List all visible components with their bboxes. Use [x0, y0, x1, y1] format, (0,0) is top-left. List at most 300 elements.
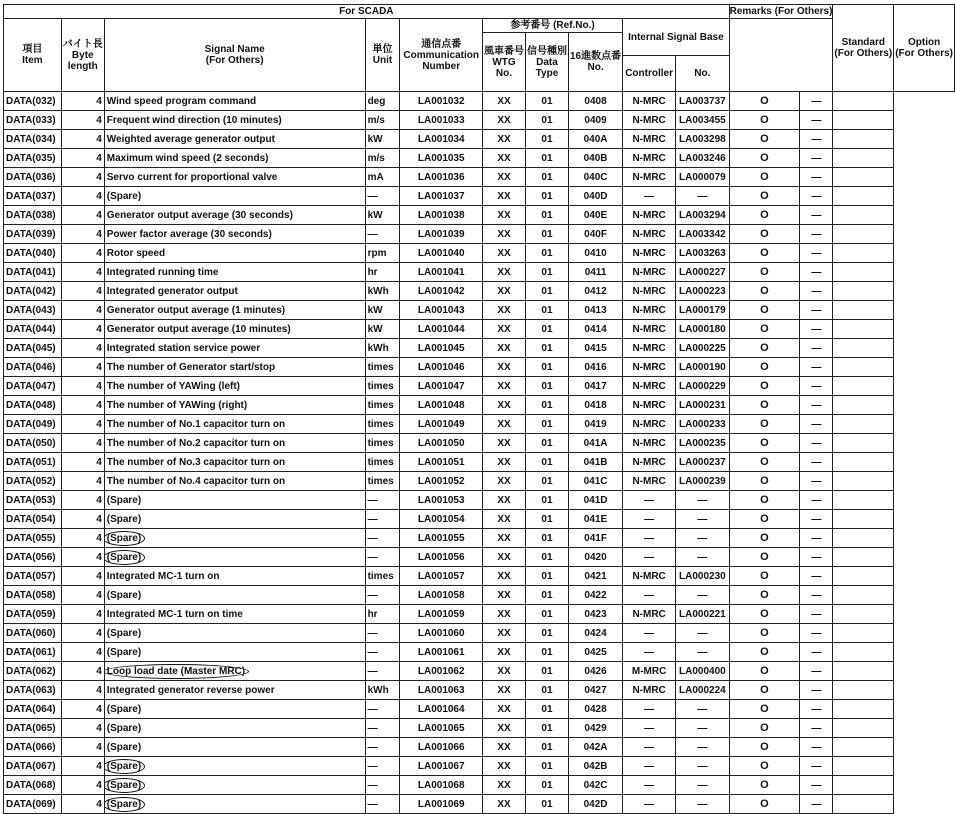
row-byte-length: 4 — [61, 643, 104, 662]
row-comm-number: LA001032 — [400, 92, 483, 111]
row-signal-name: The number of Generator start/stop — [104, 358, 365, 377]
row-option: — — [800, 700, 833, 719]
row-wtg-no: XX — [482, 776, 525, 795]
row-byte-length: 4 — [61, 491, 104, 510]
row-hex-no: 041B — [568, 453, 622, 472]
row-item: DATA(061) — [4, 643, 62, 662]
row-byte-length: 4 — [61, 510, 104, 529]
row-standard: O — [729, 434, 800, 453]
row-hex-no: 0424 — [568, 624, 622, 643]
row-data-type: 01 — [525, 187, 568, 206]
row-standard: O — [729, 548, 800, 567]
row-byte-length: 4 — [61, 605, 104, 624]
row-signal-name: Integrated generator reverse power — [104, 681, 365, 700]
row-controller: — — [623, 187, 676, 206]
row-hex-no: 0409 — [568, 111, 622, 130]
row-byte-length: 4 — [61, 738, 104, 757]
row-byte-length: 4 — [61, 149, 104, 168]
row-data-type: 01 — [525, 453, 568, 472]
row-controller: — — [623, 548, 676, 567]
row-standard: O — [729, 320, 800, 339]
row-standard: O — [729, 339, 800, 358]
header-signal-name-1: Signal Name — [204, 44, 265, 55]
row-signal-no: LA000239 — [676, 472, 730, 491]
row-data-type: 01 — [525, 415, 568, 434]
row-controller: N-MRC — [623, 681, 676, 700]
row-option: — — [800, 339, 833, 358]
row-signal-name — [104, 795, 365, 814]
row-controller: — — [623, 586, 676, 605]
row-hex-no: 041C — [568, 472, 622, 491]
row-item: DATA(052) — [4, 472, 62, 491]
header-standard — [833, 5, 894, 92]
row-data-type: 01 — [525, 225, 568, 244]
row-data-type: 01 — [525, 301, 568, 320]
row-byte-length: 4 — [61, 339, 104, 358]
row-option: — — [800, 358, 833, 377]
row-standard: O — [729, 111, 800, 130]
row-blank-cell — [833, 282, 894, 301]
table-row — [4, 415, 955, 434]
row-byte-length: 4 — [61, 662, 104, 681]
row-comm-number: LA001034 — [400, 130, 483, 149]
row-option: — — [800, 453, 833, 472]
row-signal-name: Frequent wind direction (10 minutes) — [104, 111, 365, 130]
row-data-type: 01 — [525, 396, 568, 415]
row-signal-name: Integrated MC-1 turn on — [104, 567, 365, 586]
table-row — [4, 396, 955, 415]
row-hex-no: 040A — [568, 130, 622, 149]
row-standard: O — [729, 681, 800, 700]
circled-annotation: Loop load date (Master MRC) — [106, 665, 246, 677]
row-option: — — [800, 795, 833, 814]
row-byte-length: 4 — [61, 795, 104, 814]
row-standard: O — [729, 130, 800, 149]
row-wtg-no: XX — [482, 149, 525, 168]
row-option: — — [800, 168, 833, 187]
row-hex-no: 0408 — [568, 92, 622, 111]
row-data-type: 01 — [525, 149, 568, 168]
row-byte-length: 4 — [61, 453, 104, 472]
row-byte-length: 4 — [61, 168, 104, 187]
row-option: — — [800, 396, 833, 415]
row-item: DATA(033) — [4, 111, 62, 130]
row-signal-no: LA000227 — [676, 263, 730, 282]
row-byte-length: 4 — [61, 111, 104, 130]
row-comm-number: LA001038 — [400, 206, 483, 225]
row-signal-no: — — [676, 757, 730, 776]
row-controller: — — [623, 757, 676, 776]
row-signal-name: The number of YAWing (right) — [104, 396, 365, 415]
row-controller: N-MRC — [623, 92, 676, 111]
row-blank-cell — [833, 681, 894, 700]
row-wtg-no: XX — [482, 586, 525, 605]
row-unit: hr — [365, 605, 400, 624]
table-row — [4, 206, 955, 225]
row-standard: O — [729, 282, 800, 301]
header-wtg-en1: WTG — [492, 56, 516, 68]
row-data-type: 01 — [525, 320, 568, 339]
header-for-scada: For SCADA — [4, 5, 730, 19]
row-hex-no: 0421 — [568, 567, 622, 586]
row-byte-length: 4 — [61, 225, 104, 244]
row-comm-number: LA001064 — [400, 700, 483, 719]
row-byte-length: 4 — [61, 282, 104, 301]
row-hex-no: 0419 — [568, 415, 622, 434]
row-hex-no: 0420 — [568, 548, 622, 567]
row-byte-length: 4 — [61, 92, 104, 111]
row-unit: hr — [365, 263, 400, 282]
row-item: DATA(058) — [4, 586, 62, 605]
table-row — [4, 472, 955, 491]
row-option: — — [800, 320, 833, 339]
row-controller: — — [623, 776, 676, 795]
row-signal-no: — — [676, 719, 730, 738]
row-controller: — — [623, 491, 676, 510]
row-standard: O — [729, 301, 800, 320]
header-ref-no: 参考番号 (Ref.No.) — [482, 19, 622, 33]
row-blank-cell — [833, 111, 894, 130]
row-option: — — [800, 586, 833, 605]
row-comm-number: LA001040 — [400, 244, 483, 263]
row-unit: — — [365, 586, 400, 605]
row-option: — — [800, 624, 833, 643]
row-data-type: 01 — [525, 567, 568, 586]
row-hex-no: 041A — [568, 434, 622, 453]
table-row — [4, 624, 955, 643]
row-controller: N-MRC — [623, 301, 676, 320]
row-option: — — [800, 130, 833, 149]
row-comm-number: LA001066 — [400, 738, 483, 757]
row-comm-number: LA001057 — [400, 567, 483, 586]
row-byte-length: 4 — [61, 244, 104, 263]
row-controller: N-MRC — [623, 168, 676, 187]
row-comm-number: LA001055 — [400, 529, 483, 548]
row-comm-number: LA001050 — [400, 434, 483, 453]
row-signal-no: LA000235 — [676, 434, 730, 453]
row-standard: O — [729, 662, 800, 681]
row-blank-cell — [833, 510, 894, 529]
row-item: DATA(032) — [4, 92, 62, 111]
header-option — [894, 5, 955, 92]
row-signal-no: LA000229 — [676, 377, 730, 396]
row-wtg-no: XX — [482, 225, 525, 244]
row-signal-no: LA000233 — [676, 415, 730, 434]
row-unit: times — [365, 453, 400, 472]
header-hex-jp: 16進数点番 — [569, 51, 622, 62]
row-signal-no: — — [676, 510, 730, 529]
row-hex-no: 040F — [568, 225, 622, 244]
row-blank-cell — [833, 738, 894, 757]
row-unit: times — [365, 358, 400, 377]
table-row — [4, 339, 955, 358]
row-blank-cell — [833, 757, 894, 776]
table-row — [4, 643, 955, 662]
row-unit: m/s — [365, 111, 400, 130]
row-unit: deg — [365, 92, 400, 111]
row-unit: kWh — [365, 282, 400, 301]
row-option: — — [800, 282, 833, 301]
table-row — [4, 795, 955, 814]
row-item: DATA(064) — [4, 700, 62, 719]
row-comm-number: LA001043 — [400, 301, 483, 320]
row-data-type: 01 — [525, 643, 568, 662]
row-byte-length: 4 — [61, 301, 104, 320]
row-unit: — — [365, 187, 400, 206]
row-item: DATA(060) — [4, 624, 62, 643]
row-controller: N-MRC — [623, 320, 676, 339]
header-hex-no — [568, 33, 622, 92]
row-data-type: 01 — [525, 795, 568, 814]
header-type-jp: 信号種別 — [526, 45, 567, 57]
row-item: DATA(054) — [4, 510, 62, 529]
row-signal-no: LA000230 — [676, 567, 730, 586]
row-byte-length: 4 — [61, 586, 104, 605]
header-item-jp: 項目 — [22, 44, 43, 55]
row-unit: times — [365, 377, 400, 396]
row-option: — — [800, 548, 833, 567]
table-row — [4, 168, 955, 187]
row-standard: O — [729, 168, 800, 187]
row-controller: — — [623, 719, 676, 738]
row-hex-no: 040C — [568, 168, 622, 187]
row-wtg-no: XX — [482, 111, 525, 130]
row-unit: — — [365, 795, 400, 814]
row-signal-name — [104, 548, 365, 567]
row-signal-no: LA000225 — [676, 339, 730, 358]
row-comm-number: LA001035 — [400, 149, 483, 168]
table-row — [4, 282, 955, 301]
row-wtg-no: XX — [482, 301, 525, 320]
row-signal-name: (Spare) — [104, 586, 365, 605]
header-comm-number — [400, 19, 483, 92]
row-controller: — — [623, 510, 676, 529]
row-wtg-no: XX — [482, 529, 525, 548]
row-unit: — — [365, 624, 400, 643]
row-blank-cell — [833, 206, 894, 225]
row-signal-no: — — [676, 187, 730, 206]
row-wtg-no: XX — [482, 263, 525, 282]
row-signal-no: LA003737 — [676, 92, 730, 111]
row-blank-cell — [833, 776, 894, 795]
row-controller: N-MRC — [623, 358, 676, 377]
row-data-type: 01 — [525, 586, 568, 605]
row-item: DATA(043) — [4, 301, 62, 320]
row-unit: kW — [365, 320, 400, 339]
row-hex-no: 040E — [568, 206, 622, 225]
row-hex-no: 0426 — [568, 662, 622, 681]
row-item: DATA(042) — [4, 282, 62, 301]
row-standard: O — [729, 776, 800, 795]
row-signal-name: Integrated MC-1 turn on time — [104, 605, 365, 624]
row-signal-name — [104, 529, 365, 548]
row-wtg-no: XX — [482, 453, 525, 472]
row-controller: N-MRC — [623, 567, 676, 586]
row-controller: — — [623, 643, 676, 662]
header-comm-jp: 通信点番 — [421, 38, 462, 50]
row-comm-number: LA001051 — [400, 453, 483, 472]
circled-annotation: (Spare) — [106, 532, 142, 544]
row-unit: mA — [365, 168, 400, 187]
row-controller: N-MRC — [623, 111, 676, 130]
row-blank-cell — [833, 434, 894, 453]
row-signal-name: Rotor speed — [104, 244, 365, 263]
row-controller: N-MRC — [623, 434, 676, 453]
row-data-type: 01 — [525, 339, 568, 358]
row-signal-name: (Spare) — [104, 700, 365, 719]
row-hex-no: 0417 — [568, 377, 622, 396]
row-standard: O — [729, 624, 800, 643]
row-signal-no: — — [676, 548, 730, 567]
row-standard: O — [729, 453, 800, 472]
row-comm-number: LA001036 — [400, 168, 483, 187]
row-standard: O — [729, 225, 800, 244]
row-hex-no: 0415 — [568, 339, 622, 358]
row-item: DATA(037) — [4, 187, 62, 206]
row-byte-length: 4 — [61, 548, 104, 567]
row-option: — — [800, 491, 833, 510]
row-unit: — — [365, 529, 400, 548]
row-standard: O — [729, 510, 800, 529]
row-option: — — [800, 567, 833, 586]
row-unit: rpm — [365, 244, 400, 263]
table-row — [4, 548, 955, 567]
header-option-line1: Option — [907, 37, 941, 48]
row-item: DATA(062) — [4, 662, 62, 681]
row-comm-number: LA001069 — [400, 795, 483, 814]
row-option: — — [800, 206, 833, 225]
row-option: — — [800, 776, 833, 795]
row-hex-no: 0410 — [568, 244, 622, 263]
header-type-en2: Type — [535, 67, 559, 79]
row-signal-name: (Spare) — [104, 187, 365, 206]
row-hex-no: 0429 — [568, 719, 622, 738]
row-signal-no: LA003263 — [676, 244, 730, 263]
row-item: DATA(039) — [4, 225, 62, 244]
row-controller: N-MRC — [623, 282, 676, 301]
row-controller: N-MRC — [623, 377, 676, 396]
header-unit — [365, 19, 400, 92]
row-option: — — [800, 605, 833, 624]
row-signal-name: Maximum wind speed (2 seconds) — [104, 149, 365, 168]
row-byte-length: 4 — [61, 206, 104, 225]
row-signal-no: LA003294 — [676, 206, 730, 225]
row-data-type: 01 — [525, 605, 568, 624]
row-wtg-no: XX — [482, 700, 525, 719]
header-unit-en: Unit — [372, 55, 393, 66]
row-option: — — [800, 472, 833, 491]
row-standard: O — [729, 92, 800, 111]
row-item: DATA(051) — [4, 453, 62, 472]
row-wtg-no: XX — [482, 548, 525, 567]
table-row — [4, 738, 955, 757]
row-comm-number: LA001044 — [400, 320, 483, 339]
row-byte-length: 4 — [61, 263, 104, 282]
row-data-type: 01 — [525, 111, 568, 130]
row-hex-no: 042A — [568, 738, 622, 757]
row-byte-length: 4 — [61, 700, 104, 719]
circled-annotation: (Spare) — [106, 760, 142, 772]
row-signal-no: LA003342 — [676, 225, 730, 244]
row-unit: times — [365, 415, 400, 434]
row-comm-number: LA001062 — [400, 662, 483, 681]
row-controller: N-MRC — [623, 396, 676, 415]
table-row — [4, 605, 955, 624]
row-blank-cell — [833, 377, 894, 396]
row-unit: — — [365, 510, 400, 529]
header-remarks: Remarks (For Others) — [729, 6, 833, 17]
row-controller: N-MRC — [623, 339, 676, 358]
row-item: DATA(063) — [4, 681, 62, 700]
row-comm-number: LA001054 — [400, 510, 483, 529]
row-byte-length: 4 — [61, 776, 104, 795]
row-option: — — [800, 111, 833, 130]
row-unit: — — [365, 225, 400, 244]
row-option: — — [800, 529, 833, 548]
row-standard: O — [729, 719, 800, 738]
header-unit-jp: 単位 — [372, 44, 393, 55]
row-hex-no: 041F — [568, 529, 622, 548]
row-option: — — [800, 263, 833, 282]
header-byte-en1: Byte — [71, 49, 94, 61]
row-data-type: 01 — [525, 662, 568, 681]
row-blank-cell — [833, 491, 894, 510]
header-comm-en1: Communication — [403, 49, 479, 61]
row-signal-name: (Spare) — [104, 624, 365, 643]
row-signal-no: — — [676, 491, 730, 510]
row-data-type: 01 — [525, 168, 568, 187]
table-row — [4, 187, 955, 206]
row-option: — — [800, 643, 833, 662]
row-unit: times — [365, 396, 400, 415]
row-item: DATA(069) — [4, 795, 62, 814]
row-wtg-no: XX — [482, 320, 525, 339]
row-signal-no: — — [676, 738, 730, 757]
row-signal-no: LA003246 — [676, 149, 730, 168]
row-standard: O — [729, 605, 800, 624]
row-comm-number: LA001058 — [400, 586, 483, 605]
row-signal-no: LA000224 — [676, 681, 730, 700]
row-signal-no: — — [676, 624, 730, 643]
row-blank-cell — [833, 244, 894, 263]
row-signal-no: LA000237 — [676, 453, 730, 472]
row-standard: O — [729, 244, 800, 263]
row-signal-name — [104, 776, 365, 795]
table-row — [4, 92, 955, 111]
row-wtg-no: XX — [482, 643, 525, 662]
row-item: DATA(065) — [4, 719, 62, 738]
table-row — [4, 681, 955, 700]
row-option: — — [800, 149, 833, 168]
header-byte-en2: length — [67, 60, 98, 72]
row-hex-no: 0423 — [568, 605, 622, 624]
row-controller: — — [623, 624, 676, 643]
row-blank-cell — [833, 301, 894, 320]
row-data-type: 01 — [525, 263, 568, 282]
row-data-type: 01 — [525, 757, 568, 776]
row-unit: — — [365, 719, 400, 738]
row-hex-no: 0428 — [568, 700, 622, 719]
row-byte-length: 4 — [61, 624, 104, 643]
table-row — [4, 700, 955, 719]
scada-signal-table — [3, 4, 955, 814]
row-signal-no: — — [676, 586, 730, 605]
row-controller: N-MRC — [623, 244, 676, 263]
table-body — [4, 92, 955, 814]
row-data-type: 01 — [525, 244, 568, 263]
row-comm-number: LA001063 — [400, 681, 483, 700]
header-signal-name — [104, 19, 365, 92]
